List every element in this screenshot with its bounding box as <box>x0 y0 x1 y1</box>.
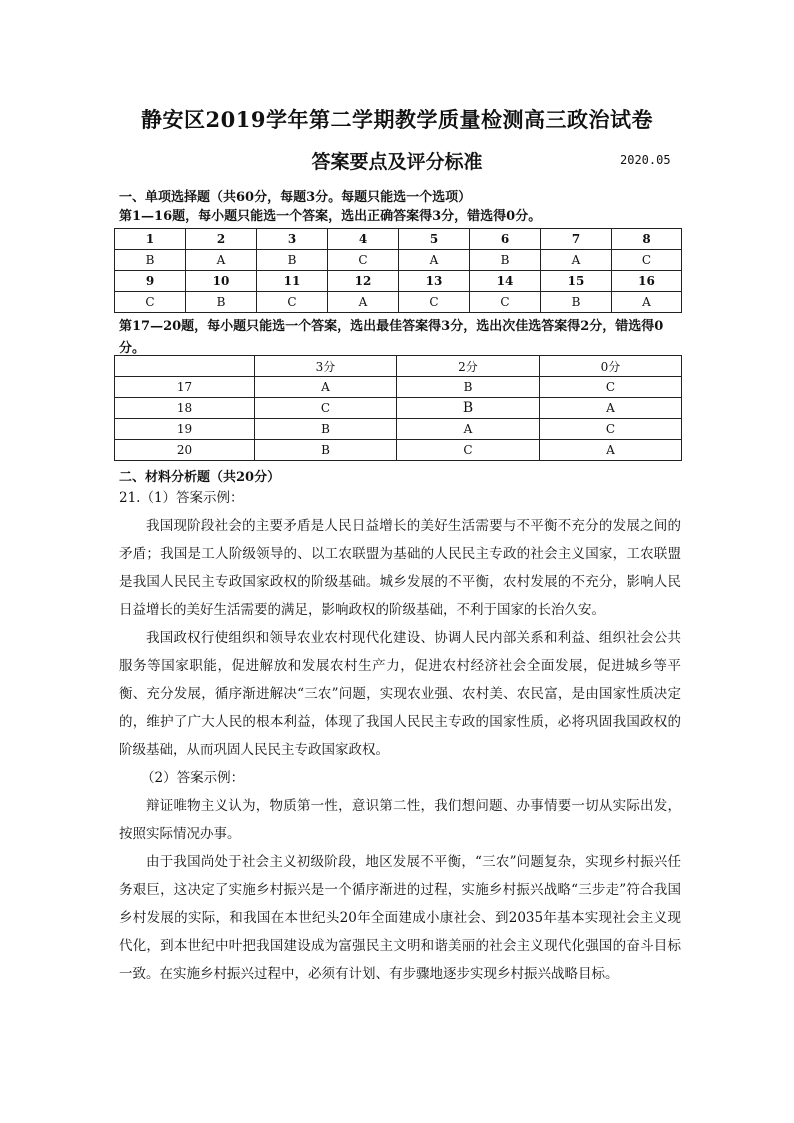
answer-cell: C <box>399 292 470 313</box>
answer-cell: B <box>186 292 257 313</box>
answer-cell: B <box>397 398 540 419</box>
question-number: 4 <box>328 229 399 250</box>
table-row <box>115 419 682 440</box>
section1-rule1: 第1—16题，每小题只能选一个答案，选出正确答案得3分，错选得0分。 <box>119 209 542 224</box>
question-number: 5 <box>399 229 470 250</box>
column-header: 0分 <box>540 356 682 377</box>
q21-1-paragraph-2: 我国政权行使组织和领导农业农村现代化建设、协调人民内部关系和利益、组织社会公共服务等国家职能，促进解放和发展农村生产力，促进农村经济社会全面发展，促进城乡等平衡、充分发展，循序渐进解决“三农”问题，实现农业强、农村美、农民富，是由国家性质决定的，维护了广大人民的根本利益，体现了我国人民民主专政的国家性质，必将巩固我国政权的阶级基础，从而巩固人民民主专政国家政权。 <box>119 630 681 758</box>
answer-cell: A <box>186 250 257 271</box>
question-number: 12 <box>328 271 399 292</box>
page-subtitle: 答案要点及评分标准 <box>311 151 483 173</box>
answer-cell: C <box>255 398 397 419</box>
answer-cell: A <box>399 250 470 271</box>
table-row <box>115 398 682 419</box>
answer-cell: C <box>397 440 540 461</box>
answer-cell: C <box>540 377 682 398</box>
q21-2-label: （2）答案示例： <box>141 770 245 786</box>
section1-rule2: 第17—20题，每小题只能选一个答案，选出最佳答案得3分，选出次佳选答案得2分，错选得0分。 <box>119 319 664 356</box>
table-header-row <box>115 356 682 377</box>
table-row <box>115 292 682 313</box>
column-header: 2分 <box>397 356 540 377</box>
corner-cell <box>115 356 255 377</box>
question-number: 10 <box>186 271 257 292</box>
answer-cell: A <box>612 292 682 313</box>
question-number: 9 <box>115 271 186 292</box>
answer-cell: B <box>115 250 186 271</box>
answer-table-17-20 <box>114 355 682 461</box>
question-number: 15 <box>541 271 612 292</box>
answer-cell: C <box>328 250 399 271</box>
answer-cell: B <box>257 250 328 271</box>
answer-cell: C <box>612 250 682 271</box>
question-number: 19 <box>115 419 255 440</box>
question-number: 6 <box>470 229 541 250</box>
q21-2-paragraph-1: 辩证唯物主义认为，物质第一性，意识第二性，我们想问题、办事情要一切从实际出发，按照实际情况办事。 <box>119 798 681 842</box>
q21-2-paragraph-2: 由于我国尚处于社会主义初级阶段，地区发展不平衡，“三农”问题复杂，实现乡村振兴任务艰巨，这决定了实施乡村振兴是一个循序渐进的过程，实施乡村振兴战略“三步走”符合我国乡村发展的实际，和我国在本世纪头20年全面建成小康社会、到2035年基本实现社会主义现代化，到本世纪中叶把我国建设成为富强民主文明和谐美丽的社会主义现代化强国的奋斗目标一致。在实施乡村振兴过程中，必须有计划、有步骤地逐步实现乡村振兴战略目标。 <box>119 854 681 982</box>
question-number: 1 <box>115 229 186 250</box>
q21-1-label: 21.（1）答案示例： <box>119 490 244 506</box>
answer-table-1-16 <box>114 228 682 313</box>
answer-cell: A <box>540 440 682 461</box>
answer-cell: A <box>397 419 540 440</box>
table-row <box>115 440 682 461</box>
table-row <box>115 271 682 292</box>
question-number: 20 <box>115 440 255 461</box>
question-number: 18 <box>115 398 255 419</box>
answer-cell: A <box>255 377 397 398</box>
answer-cell: B <box>470 250 541 271</box>
section2-body <box>119 484 681 988</box>
answer-cell: C <box>257 292 328 313</box>
table-row <box>115 229 682 250</box>
document-date: 2020.05 <box>620 153 671 167</box>
question-number: 8 <box>612 229 682 250</box>
question-number: 11 <box>257 271 328 292</box>
question-number: 16 <box>612 271 682 292</box>
page-title: 静安区2019学年第二学期教学质量检测高三政治试卷 <box>141 107 653 132</box>
answer-cell: A <box>541 250 612 271</box>
question-number: 2 <box>186 229 257 250</box>
section2-heading: 二、材料分析题（共20分） <box>119 470 281 485</box>
answer-cell: A <box>540 398 682 419</box>
question-number: 7 <box>541 229 612 250</box>
question-number: 17 <box>115 377 255 398</box>
column-header: 3分 <box>255 356 397 377</box>
table-row <box>115 377 682 398</box>
answer-cell: C <box>470 292 541 313</box>
q21-1-paragraph-1: 我国现阶段社会的主要矛盾是人民日益增长的美好生活需要与不平衡不充分的发展之间的矛盾；我国是工人阶级领导的、以工农联盟为基础的人民民主专政的社会主义国家，工农联盟是我国人民民主专政国家政权的阶级基础。城乡发展的不平衡，农村发展的不充分，影响人民日益增长的美好生活需要的满足，影响政权的阶级基础，不利于国家的长治久安。 <box>119 518 681 618</box>
answer-cell: A <box>328 292 399 313</box>
question-number: 13 <box>399 271 470 292</box>
table-row <box>115 250 682 271</box>
answer-cell: C <box>115 292 186 313</box>
answer-cell: B <box>255 440 397 461</box>
answer-cell: C <box>540 419 682 440</box>
answer-cell: B <box>255 419 397 440</box>
question-number: 3 <box>257 229 328 250</box>
section1-heading: 一、单项选择题（共60分，每题3分。每题只能选一个选项） <box>119 190 472 205</box>
answer-cell: B <box>397 377 540 398</box>
question-number: 14 <box>470 271 541 292</box>
answer-cell: B <box>541 292 612 313</box>
